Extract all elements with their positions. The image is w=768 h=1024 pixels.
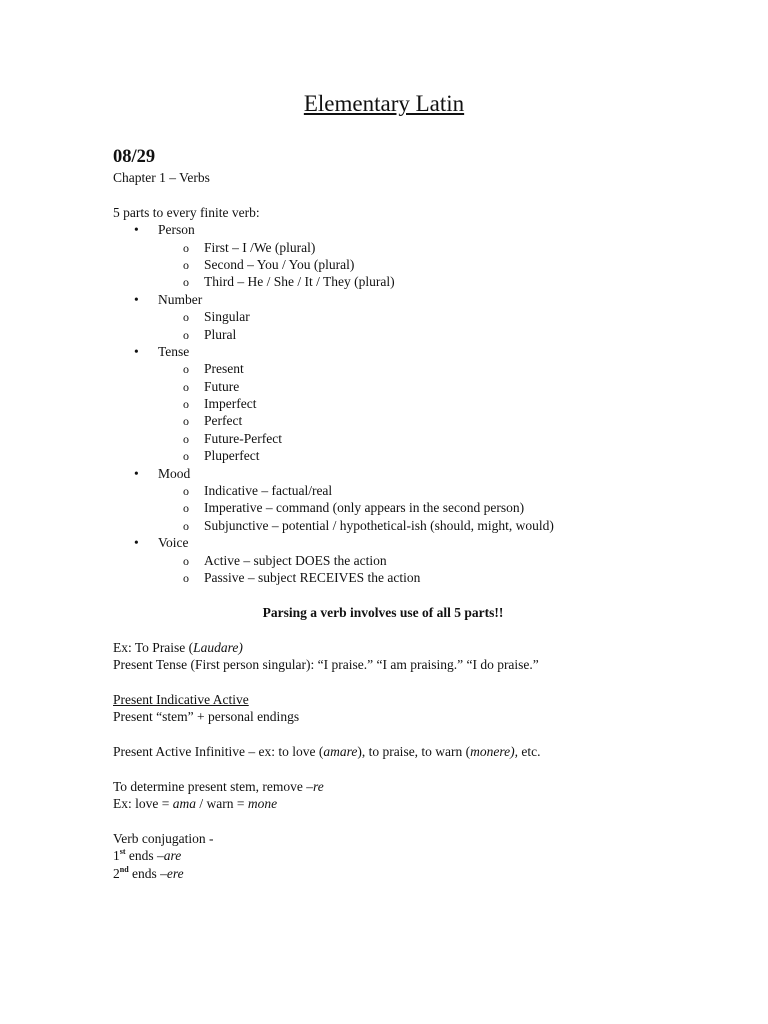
verb-part-subitem xyxy=(113,499,673,516)
circle-bullet-icon: o xyxy=(183,397,189,412)
verb-part-subitem-text: Active – subject DOES the action xyxy=(204,552,387,568)
stem-example-b: ama xyxy=(172,796,196,812)
verb-part-subitem xyxy=(113,273,673,290)
indicative-heading: Present Indicative Active xyxy=(113,691,249,707)
verb-part-subitem xyxy=(113,256,673,273)
circle-bullet-icon: o xyxy=(183,257,189,272)
circle-bullet-icon: o xyxy=(183,310,189,325)
verb-part-subitem-text: Second – You / You (plural) xyxy=(204,256,355,272)
verb-part-subitem xyxy=(113,395,673,412)
example-prefix: Ex: To Praise ( xyxy=(113,639,194,655)
verb-part-subitem xyxy=(113,326,673,343)
verb-part-subitem xyxy=(113,378,673,395)
infinitive-part1: Present Active Infinitive – ex: to love ( xyxy=(113,743,324,759)
conjugation-row xyxy=(113,865,673,882)
verb-part-subitem-text: Imperative – command (only appears in the second person) xyxy=(204,500,525,516)
conjugation-number: 1 xyxy=(113,848,120,864)
conjugation-text: ends xyxy=(128,865,161,881)
circle-bullet-icon: o xyxy=(183,431,189,446)
circle-bullet-icon: o xyxy=(183,449,189,464)
circle-bullet-icon: o xyxy=(183,327,189,342)
circle-bullet-icon: o xyxy=(183,414,189,429)
infinitive-part2: ), to praise, to warn ( xyxy=(357,743,471,759)
infinitive-part3: etc. xyxy=(518,743,541,759)
verb-part-subitem xyxy=(113,239,673,256)
infinitive-word1: amare xyxy=(323,743,358,759)
conjugation-ordinal: st xyxy=(119,847,126,857)
bullet-icon: • xyxy=(134,291,139,307)
bullet-icon: • xyxy=(134,465,139,481)
bullet-icon: • xyxy=(134,222,139,238)
verb-part-subitem xyxy=(113,447,673,464)
verb-part-label: Voice xyxy=(158,535,189,551)
verb-part-subitem-text: Pluperfect xyxy=(204,448,260,464)
circle-bullet-icon: o xyxy=(183,379,189,394)
indicative-line: Present “stem” + personal endings xyxy=(113,709,300,725)
circle-bullet-icon: o xyxy=(183,362,189,377)
verb-part-item xyxy=(113,534,673,551)
stem-ending: –re xyxy=(306,778,324,794)
verb-part-subitem-text: Subjunctive – potential / hypothetical-ish (should, might, would) xyxy=(204,517,554,533)
verb-part-subitem-text: Present xyxy=(204,361,244,377)
present-tense-line: Present Tense (First person singular): “I praise.” “I am praising.” “I do praise.” xyxy=(113,656,539,672)
verb-part-item xyxy=(113,465,673,482)
circle-bullet-icon: o xyxy=(183,553,189,568)
conjugation-heading: Verb conjugation - xyxy=(113,830,214,846)
verb-part-subitem-text: Indicative – factual/real xyxy=(204,483,333,499)
verb-part-subitem xyxy=(113,517,673,534)
verb-part-subitem xyxy=(113,308,673,325)
verb-part-label: Person xyxy=(158,222,195,238)
verb-part-subitem-text: Passive – subject RECEIVES the action xyxy=(204,569,421,585)
verb-part-subitem xyxy=(113,412,673,429)
circle-bullet-icon: o xyxy=(183,501,189,516)
verb-part-item xyxy=(113,291,673,308)
conjugation-ending: –ere xyxy=(160,865,184,881)
circle-bullet-icon: o xyxy=(183,484,189,499)
conjugation-row xyxy=(113,847,673,864)
stem-text: To determine present stem, remove xyxy=(113,778,307,794)
conjugation-text: ends xyxy=(125,848,158,864)
conjugation-list xyxy=(113,847,673,882)
infinitive-word2: monere), xyxy=(470,743,519,759)
bullet-icon: • xyxy=(134,343,139,359)
verb-part-subitem-text: Future-Perfect xyxy=(204,430,282,446)
chapter-heading: Chapter 1 – Verbs xyxy=(113,170,210,185)
conjugation-ending: –are xyxy=(157,848,182,864)
stem-example-a: Ex: love = xyxy=(113,796,173,812)
verb-part-subitem xyxy=(113,430,673,447)
document-title: Elementary Latin xyxy=(303,91,465,116)
verb-part-subitem-text: Plural xyxy=(204,326,237,342)
example-line xyxy=(113,639,673,656)
verb-part-subitem-text: Singular xyxy=(204,309,250,325)
verb-part-subitem-text: Third – He / She / It / They (plural) xyxy=(204,274,395,290)
verb-part-subitem-text: Future xyxy=(204,378,240,394)
document-body xyxy=(113,145,673,882)
stem-example-line xyxy=(113,795,673,812)
verb-part-item xyxy=(113,221,673,238)
infinitive-line xyxy=(113,743,673,760)
verb-part-label: Mood xyxy=(158,465,191,481)
stem-example-d: mone xyxy=(247,796,278,812)
date-heading: 08/29 xyxy=(113,147,156,167)
verb-part-item xyxy=(113,343,673,360)
verb-part-subitem-text: Imperfect xyxy=(204,396,257,412)
verb-part-subitem-text: Perfect xyxy=(204,413,243,429)
verb-part-subitem xyxy=(113,360,673,377)
stem-example-c: / warn = xyxy=(195,796,248,812)
verb-part-subitem-text: First – I /We (plural) xyxy=(204,239,316,255)
parsing-note: Parsing a verb involves use of all 5 parts!! xyxy=(262,604,504,620)
circle-bullet-icon: o xyxy=(183,518,189,533)
verb-part-label: Tense xyxy=(158,343,190,359)
verb-part-subitem xyxy=(113,552,673,569)
circle-bullet-icon: o xyxy=(183,240,189,255)
verb-part-subitem xyxy=(113,569,673,586)
verb-part-label: Number xyxy=(158,291,203,307)
stem-line xyxy=(113,778,673,795)
verb-parts-list xyxy=(113,221,673,586)
example-word: Laudare) xyxy=(193,639,243,655)
circle-bullet-icon: o xyxy=(183,275,189,290)
conjugation-number: 2 xyxy=(113,865,120,881)
bullet-icon: • xyxy=(134,535,139,551)
verb-part-subitem xyxy=(113,482,673,499)
circle-bullet-icon: o xyxy=(183,570,189,585)
intro-text: 5 parts to every finite verb: xyxy=(113,204,260,220)
conjugation-ordinal: nd xyxy=(119,864,129,874)
